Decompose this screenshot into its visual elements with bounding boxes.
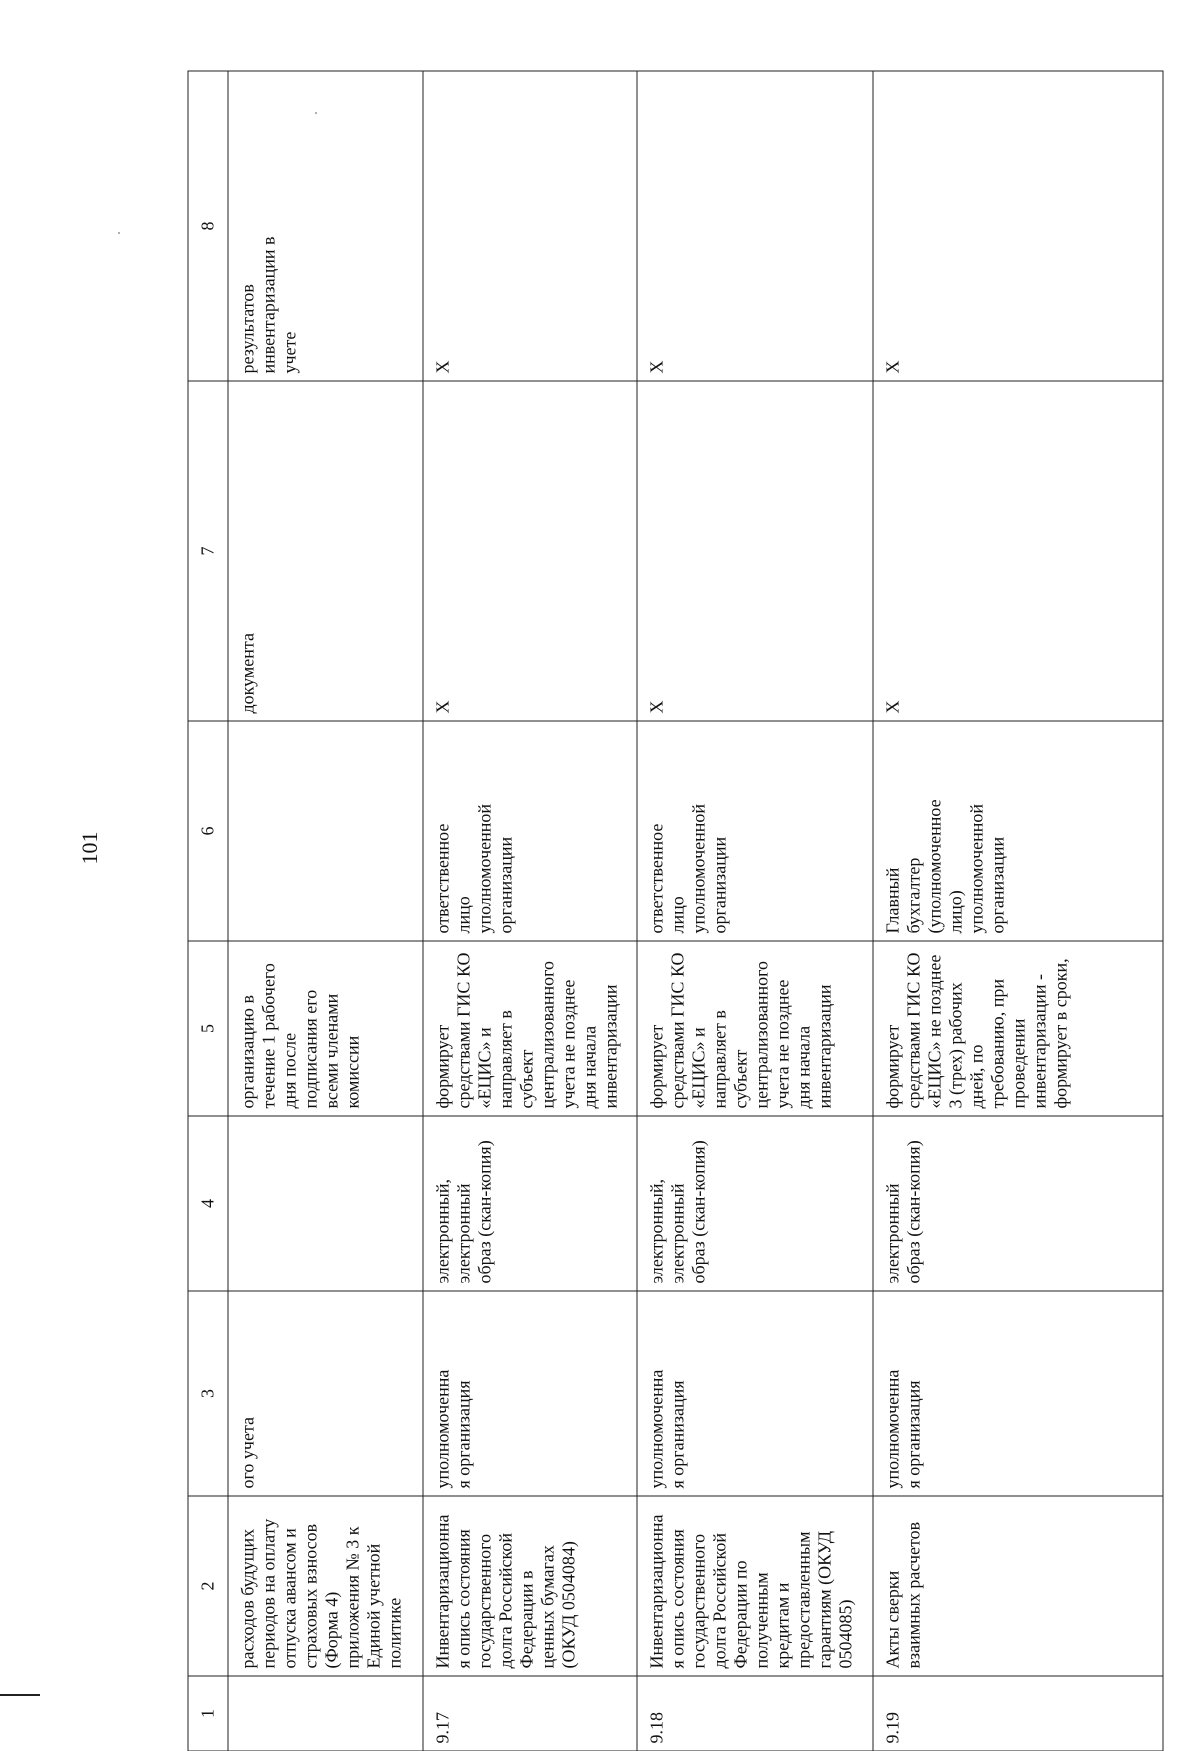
rotated-table-container [188,71,1163,1751]
table-row-9-19 [873,71,1163,1751]
responsible-person-cell: ответственное лицо уполномоченной организации [423,721,637,941]
table-row-9-17 [423,71,637,1751]
responsible-party-cell: уполномоченна я организация [637,1291,873,1496]
document-name-cell: расходов будущих периодов на оплату отпуска авансом и страховых взносов (Форма 4) приложения № 3 к Единой учетной политике [228,1496,423,1676]
column-7-cell: X [423,381,637,721]
procedure-cell: формирует средствами ГИС КО «ЕЦИС» и направляет в субъект централизованного учета не позднее дня начала инвентаризации [637,941,873,1116]
column-8-cell: X [637,71,873,381]
document-form-cell: электронный, электронный образ (скан-копия) [423,1116,637,1291]
responsible-party-cell: уполномоченна я организация [423,1291,637,1496]
row-number-cell: 9.17 [423,1676,637,1751]
header-row [188,71,228,1751]
document-name-cell: Инвентаризационна я опись состояния государственного долга Российской Федерации в ценных бумагах (ОКУД 0504084) [423,1496,637,1676]
procedure-cell: формирует средствами ГИС КО «ЕЦИС» и направляет в субъект централизованного учета не позднее дня начала инвентаризации [423,941,637,1116]
scan-speck [118,232,120,234]
column-8-cell: X [423,71,637,381]
header-cell-3: 3 [188,1291,228,1496]
header-cell-2: 2 [188,1496,228,1676]
inventory-documents-table [188,70,1164,1751]
header-cell-4: 4 [188,1116,228,1291]
document-form-cell: электронный образ (скан-копия) [873,1116,1163,1291]
table-row-9-18 [637,71,873,1751]
responsible-party-cell: ого учета [228,1291,423,1496]
column-7-cell: X [873,381,1163,721]
header-cell-7: 7 [188,381,228,721]
document-name-cell: Акты сверки взаимных расчетов [873,1496,1163,1676]
header-cell-8: 8 [188,71,228,381]
procedure-cell: организацию в течение 1 рабочего дня после подписания его всеми членами комиссии [228,941,423,1116]
row-number-cell: 9.19 [873,1676,1163,1751]
responsible-person-cell: Главный бухгалтер (уполномоченное лицо) уполномоченной организации [873,721,1163,941]
document-name-cell: Инвентаризационна я опись состояния государственного долга Российской Федерации по полученным кредитам и предоставленным гарантиям (ОКУД 0504085) [637,1496,873,1676]
row-number-cell [228,1676,423,1751]
header-cell-5: 5 [188,941,228,1116]
document-form-cell: электронный, электронный образ (скан-копия) [637,1116,873,1291]
responsible-party-cell: уполномоченна я организация [873,1291,1163,1496]
table-row-continuation [228,71,423,1751]
document-form-cell [228,1116,423,1291]
header-cell-6: 6 [188,721,228,941]
responsible-person-cell: ответственное лицо уполномоченной организации [637,721,873,941]
procedure-cell: формирует средствами ГИС КО «ЕЦИС» не позднее 3 (трех) рабочих дней, по требованию, при проведении инвентаризации - формирует в сроки, [873,941,1163,1116]
page-number: 101 [77,831,102,865]
row-number-cell: 9.18 [637,1676,873,1751]
header-cell-1: 1 [188,1676,228,1751]
responsible-person-cell [228,721,423,941]
column-7-cell: X [637,381,873,721]
column-7-cell: документа [228,381,423,721]
column-8-cell: X [873,71,1163,381]
column-8-cell: результатов инвентаризации в учете [228,71,423,381]
